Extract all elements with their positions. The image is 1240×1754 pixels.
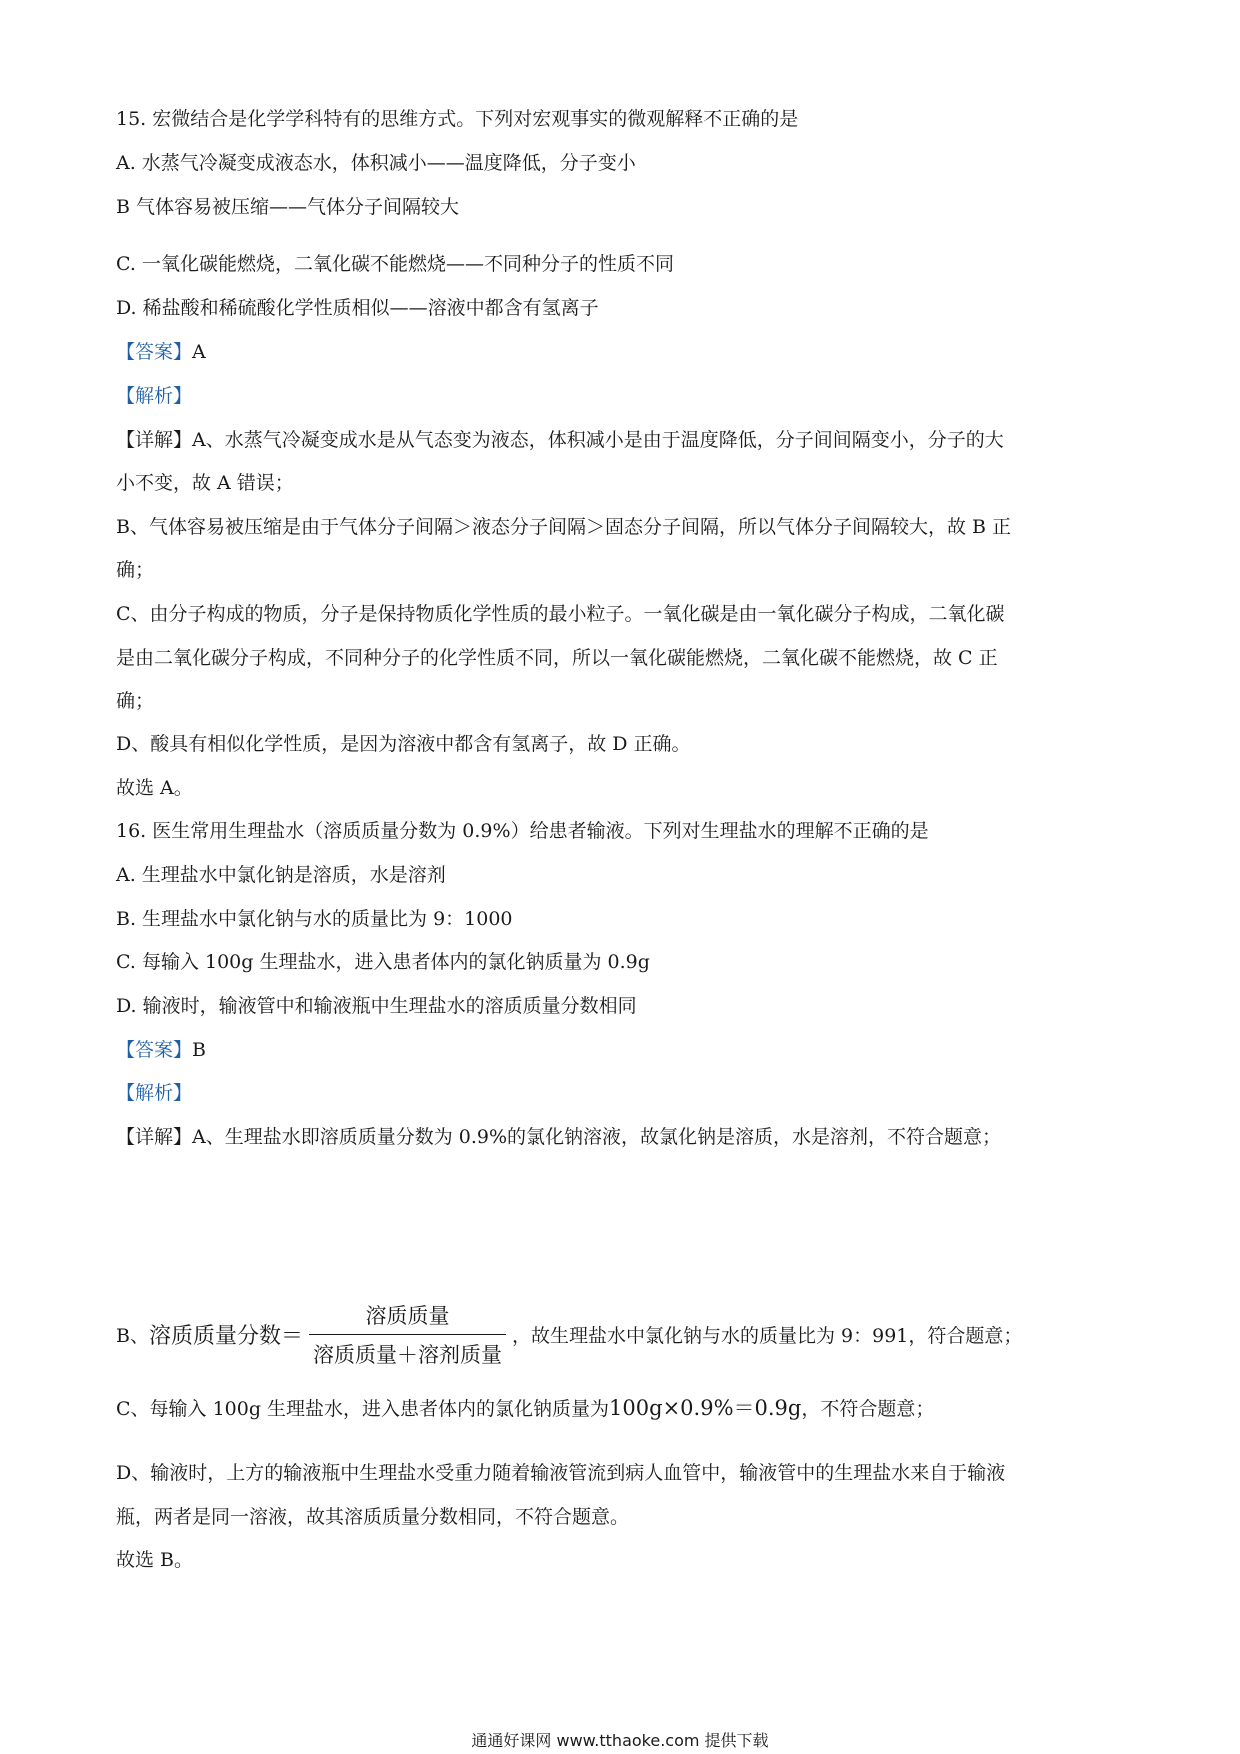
q16-stem: 16. 医生常用生理盐水（溶质质量分数为 0.9%）给患者输液。下列对生理盐水的理解不正确的是 [116,820,929,842]
q16-answer [116,1037,206,1063]
detail-c-suffix: ，不符合题意； [801,1398,935,1420]
q15-option-b: B 气体容易被压缩——气体分子间隔较大 [116,196,460,218]
analysis-tag: 【解析】 [116,1082,193,1104]
q15-stem: 15. 宏微结合是化学学科特有的思维方式。下列对宏观事实的微观解释不正确的是 [116,108,799,130]
detail-tag: 【详解】 [116,429,193,451]
answer-tag: 【答案】 [116,341,193,363]
fraction-denominator: 溶质质量＋溶剂质量 [312,1343,502,1367]
fraction [309,1300,506,1369]
q15-detail-line: 确； [116,559,155,581]
q16-conclusion: 故选 B。 [116,1549,194,1571]
q15-detail-line: C、由分子构成的物质，分子是保持物质化学性质的最小粒子。一氧化碳是由一氧化碳分子构成，二氧化碳 [116,603,1005,625]
fraction-numerator: 溶质质量 [309,1300,506,1335]
q16-option-b: B. 生理盐水中氯化钠与水的质量比为 9：1000 [116,908,513,930]
detail-c-prefix: C、每输入 100g 生理盐水，进入患者体内的氯化钠质量为 [116,1398,610,1420]
q16-analysis-tag [116,1080,192,1106]
q16-detail-a [116,1124,1001,1150]
q15-answer [116,339,206,365]
detail-text: A、水蒸气冷凝变成水是从气态变为液态，体积减小是由于温度降低，分子间间隔变小，分子的大 [192,429,1004,451]
q16-option-a: A. 生理盐水中氯化钠是溶质，水是溶剂 [116,864,446,886]
detail-b-suffix: ，故生理盐水中氯化钠与水的质量比为 9：991，符合题意； [511,1325,1023,1347]
q16-option-c: C. 每输入 100g 生理盐水，进入患者体内的氯化钠质量为 0.9g [116,951,650,973]
answer-value: B [192,1039,206,1061]
analysis-tag: 【解析】 [116,385,193,407]
q15-detail-line [116,427,1004,453]
page-footer: 通通好课网 www.tthaoke.com 提供下载 [471,1731,769,1750]
q15-option-c: C. 一氧化碳能燃烧，二氧化碳不能燃烧——不同种分子的性质不同 [116,253,674,275]
q15-analysis-tag [116,383,192,409]
q16-detail-d-line: 瓶，两者是同一溶液，故其溶质质量分数相同，不符合题意。 [116,1506,630,1528]
detail-tag: 【详解】 [116,1126,193,1148]
q16-detail-c [116,1395,934,1422]
q15-detail-line: 确； [116,690,155,712]
detail-b-prefix: B、 [116,1325,149,1347]
detail-text: A、生理盐水即溶质质量分数为 0.9%的氯化钠溶液，故氯化钠是溶质，水是溶剂，不符合题意； [192,1126,1002,1148]
q15-detail-line: D、酸具有相似化学性质，是因为溶液中都含有氢离子，故 D 正确。 [116,733,691,755]
q15-option-a: A. 水蒸气冷凝变成液态水，体积减小——温度降低，分子变小 [116,152,636,174]
q15-conclusion: 故选 A。 [116,777,193,799]
q15-detail-line: 是由二氧化碳分子构成，不同种分子的化学性质不同，所以一氧化碳能燃烧，二氧化碳不能燃烧，故 C 正 [116,647,998,669]
q16-option-d: D. 输液时，输液管中和输液瓶中生理盐水的溶质质量分数相同 [116,995,637,1017]
q15-detail-line: 小不变，故 A 错误； [116,472,294,494]
answer-value: A [192,341,206,363]
q16-detail-d-line: D、输液时，上方的输液瓶中生理盐水受重力随着输液管流到病人血管中，输液管中的生理盐水来自于输液 [116,1462,1006,1484]
formula-lhs: 溶质质量分数＝ [148,1324,303,1349]
q15-detail-line: B、气体容易被压缩是由于气体分子间隔＞液态分子间隔＞固态分子间隔，所以气体分子间隔较大，故 B 正 [116,516,1012,538]
q15-option-d: D. 稀盐酸和稀硫酸化学性质相似——溶液中都含有氢离子 [116,297,599,319]
detail-c-math: 100g×0.9%＝0.9g [609,1396,802,1420]
answer-tag: 【答案】 [116,1039,193,1061]
q16-detail-b-formula [116,1300,1022,1370]
